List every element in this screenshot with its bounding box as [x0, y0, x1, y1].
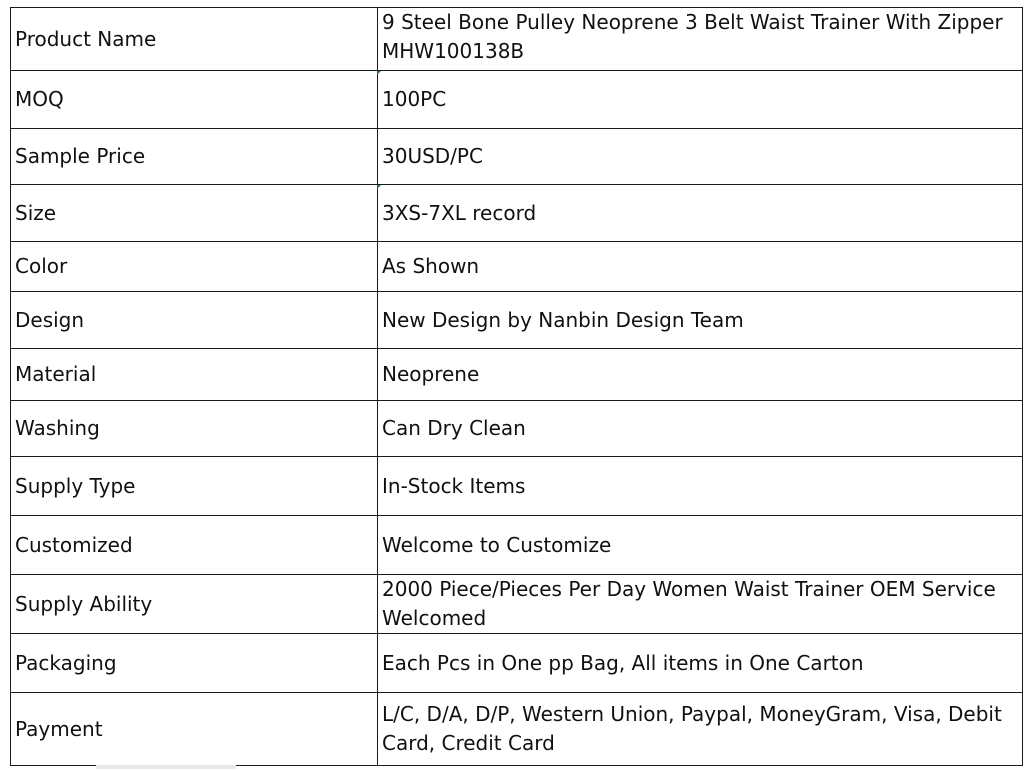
table-row [11, 457, 1023, 516]
table-row [11, 349, 1023, 401]
row-value-supply-type: In-Stock Items [378, 457, 1023, 516]
scroll-strip [96, 765, 236, 769]
row-value-material: Neoprene [378, 349, 1023, 401]
table-row [11, 575, 1023, 634]
row-label-supply-type: Supply Type [11, 457, 378, 516]
row-value-design: New Design by Nanbin Design Team [378, 292, 1023, 349]
row-value-color: As Shown [378, 242, 1023, 292]
table-row [11, 516, 1023, 575]
row-value-sample-price: 30USD/PC [378, 129, 1023, 185]
table-row [11, 8, 1023, 71]
row-value-customized: Welcome to Customize [378, 516, 1023, 575]
table-row [11, 185, 1023, 242]
row-label-packaging: Packaging [11, 634, 378, 693]
row-value-supply-ability: 2000 Piece/Pieces Per Day Women Waist Trainer OEM Service Welcomed [378, 575, 1023, 634]
row-label-color: Color [11, 242, 378, 292]
table-row [11, 693, 1023, 766]
table-row [11, 129, 1023, 185]
row-label-material: Material [11, 349, 378, 401]
row-value-size: 3XS-7XL record [378, 185, 1023, 242]
product-spec-table [10, 7, 1023, 766]
row-value-moq: 100PC [378, 71, 1023, 129]
row-label-customized: Customized [11, 516, 378, 575]
row-label-moq: MOQ [11, 71, 378, 129]
row-value-washing: Can Dry Clean [378, 401, 1023, 457]
cell-marker-icon [377, 71, 381, 75]
row-label-supply-ability: Supply Ability [11, 575, 378, 634]
row-label-design: Design [11, 292, 378, 349]
table-row [11, 634, 1023, 693]
row-label-sample-price: Sample Price [11, 129, 378, 185]
row-label-washing: Washing [11, 401, 378, 457]
table-row [11, 292, 1023, 349]
row-value-product-name: 9 Steel Bone Pulley Neoprene 3 Belt Waist Trainer With Zipper MHW100138B [378, 8, 1023, 71]
table-row [11, 401, 1023, 457]
table-row [11, 242, 1023, 292]
table-row [11, 71, 1023, 129]
row-label-size: Size [11, 185, 378, 242]
row-value-payment: L/C, D/A, D/P, Western Union, Paypal, MoneyGram, Visa, Debit Card, Credit Card [378, 693, 1023, 766]
row-label-product-name: Product Name [11, 8, 378, 71]
cell-marker-icon [377, 185, 381, 189]
row-label-payment: Payment [11, 693, 378, 766]
row-value-packaging: Each Pcs in One pp Bag, All items in One Carton [378, 634, 1023, 693]
